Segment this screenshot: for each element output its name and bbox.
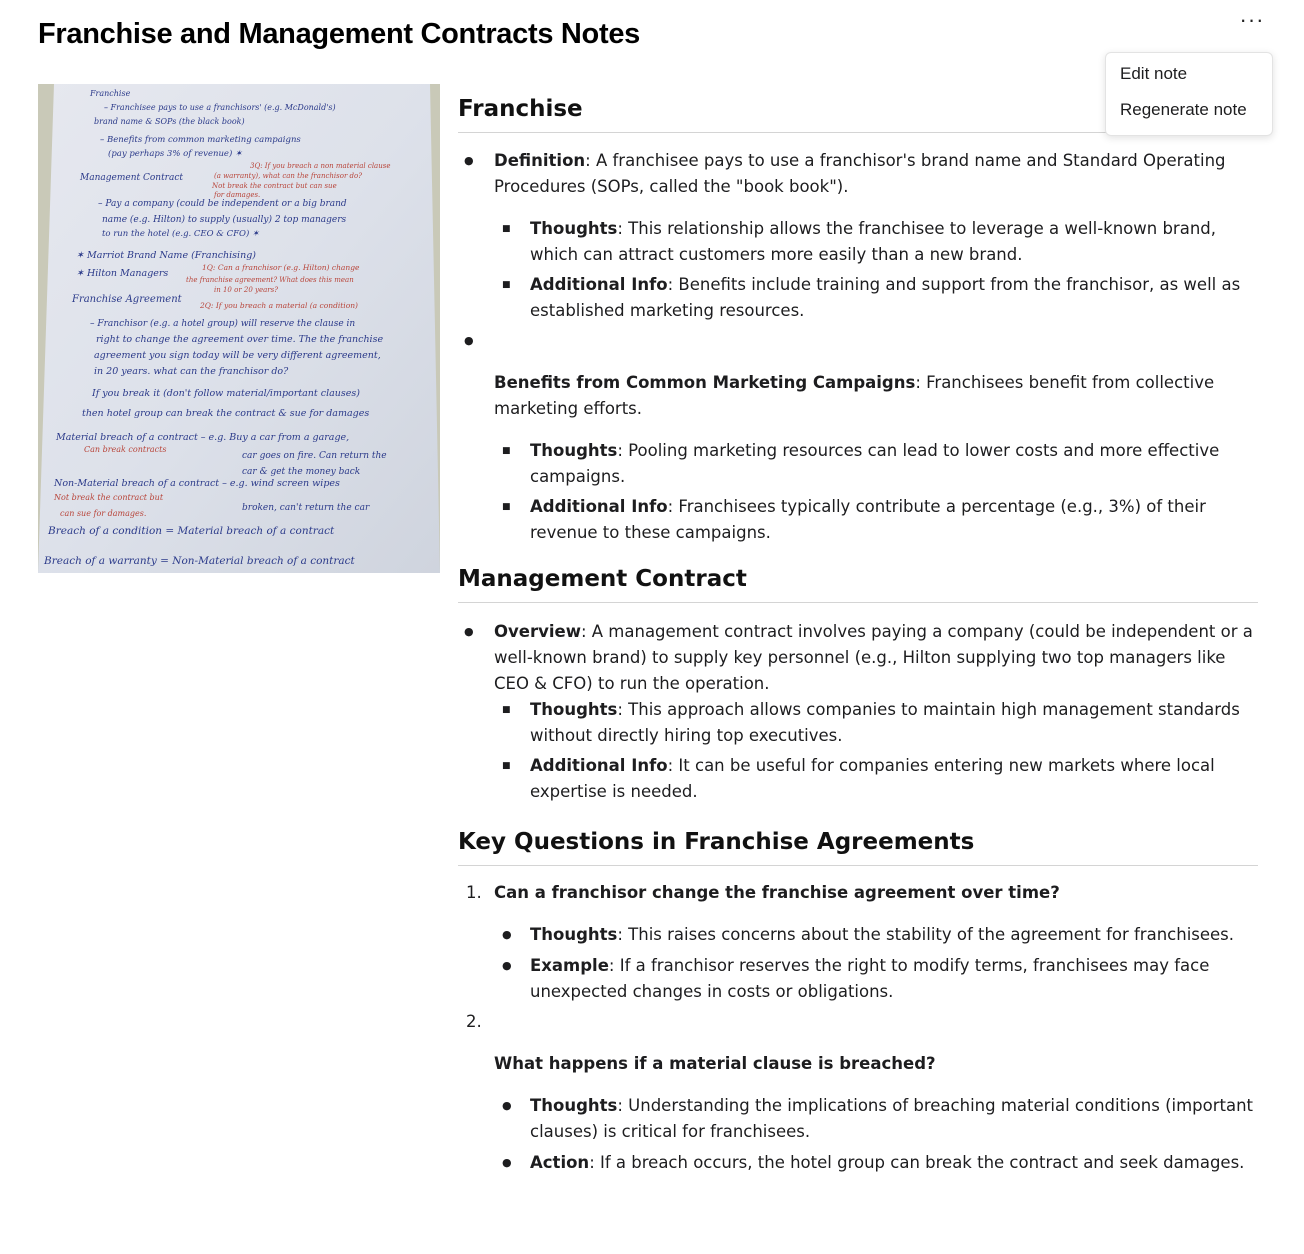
photo-line: Franchise Agreement — [72, 294, 182, 305]
question-number: 2. — [466, 1012, 482, 1031]
photo-line: ✶ Marriot Brand Name (Franchising) — [76, 250, 256, 261]
item-label: Thoughts — [530, 925, 618, 944]
photo-line: Breach of a warranty = Non-Material breach of a contract — [44, 555, 355, 567]
item-label: Additional Info — [530, 275, 668, 294]
note-content — [458, 84, 1258, 1176]
question-text: What happens if a material clause is breached? — [494, 1054, 936, 1073]
item-label: Additional Info — [530, 756, 668, 775]
sub-list-item — [458, 1093, 1258, 1145]
photo-line: Not break the contract but — [54, 493, 164, 502]
section-heading-franchise: Franchise — [458, 92, 1258, 133]
photo-line: for damages. — [214, 191, 261, 199]
item-text: : Franchisees benefit from collective marketing efforts. — [494, 373, 1215, 418]
item-label: Thoughts — [530, 441, 618, 460]
photo-line: Franchise — [90, 89, 131, 98]
sub-list-item — [458, 697, 1258, 749]
sub-list-item — [458, 272, 1258, 324]
page-title: Franchise and Management Contracts Notes — [38, 18, 640, 50]
item-text: : It can be useful for companies entering new markets where local expertise is needed. — [530, 756, 1215, 801]
item-label: Action — [530, 1153, 590, 1172]
item-text: : Franchisees typically contribute a percentage (e.g., 3%) of their revenue to these campaigns. — [530, 497, 1206, 542]
questions-list — [458, 880, 1258, 1176]
photo-line: Material breach of a contract – e.g. Buy a car from a garage, — [56, 432, 350, 443]
photo-line: (pay perhaps 3% of revenue) ✶ — [108, 149, 243, 159]
question-text: Can a franchisor change the franchise agreement over time? — [494, 883, 1060, 902]
section-heading-key-questions: Key Questions in Franchise Agreements — [458, 825, 1258, 866]
item-text: : A franchisee pays to use a franchisor's brand name and Standard Operating Procedures (SOPs, called the "book book"). — [494, 151, 1226, 196]
photo-line: broken, can't return the car — [242, 503, 370, 513]
question-item — [458, 880, 1258, 1005]
sub-list-item — [458, 1150, 1258, 1176]
item-text: : This approach allows companies to maintain high management standards without directly hiring top executives. — [530, 700, 1240, 745]
item-label: Definition — [494, 151, 586, 170]
sub-list-item — [458, 922, 1258, 948]
photo-line: 3Q: If you breach a non material clause — [250, 162, 391, 170]
photo-line: 2Q: If you breach a material (a condition) — [200, 301, 358, 310]
item-text: : A management contract involves paying a company (could be independent or a well-known brand) to supply key personnel (e.g., Hilton supplying two top managers like CEO & CFO) to run the operation. — [494, 622, 1253, 693]
item-text: : This relationship allows the franchisee to leverage a well-known brand, which can attract customers more easily than a new brand. — [530, 219, 1217, 264]
handwritten-notes-photo — [38, 84, 440, 573]
photo-line: Not break the contract but can sue — [212, 182, 337, 190]
photo-line: – Pay a company (could be independent or a big brand — [98, 199, 347, 209]
sub-list-item — [458, 494, 1258, 546]
list-item — [458, 619, 1258, 805]
sub-list-item — [458, 216, 1258, 268]
item-label: Thoughts — [530, 700, 618, 719]
photo-line: car goes on fire. Can return the — [242, 451, 387, 461]
photo-line: Breach of a condition = Material breach of a contract — [48, 525, 335, 537]
photo-line: can sue for damages. — [60, 509, 147, 518]
photo-line: right to change the agreement over time. The the franchise — [96, 334, 384, 345]
item-text: : Benefits include training and support from the franchisor, as well as established marketing resources. — [530, 275, 1241, 320]
item-label: Example — [530, 956, 609, 975]
photo-line: agreement you sign today will be very different agreement, — [94, 350, 381, 361]
photo-line: name (e.g. Hilton) to supply (usually) 2 top managers — [102, 215, 347, 225]
franchise-list — [458, 148, 1258, 546]
photo-line: brand name & SOPs (the black book) — [94, 117, 245, 126]
photo-line: – Benefits from common marketing campaigns — [100, 135, 301, 145]
list-item — [458, 328, 1258, 546]
item-text: : Pooling marketing resources can lead to lower costs and more effective campaigns. — [530, 441, 1220, 486]
more-options-button[interactable]: ··· — [1239, 7, 1265, 32]
item-text: : If a franchisor reserves the right to modify terms, franchisees may face unexpected changes in costs or obligations. — [530, 956, 1210, 1001]
photo-line: in 10 or 20 years? — [214, 286, 278, 294]
item-label: Additional Info — [530, 497, 668, 516]
question-item — [458, 1009, 1258, 1176]
photo-line: Can break contracts — [84, 445, 167, 454]
photo-line: – Franchisor (e.g. a hotel group) will reserve the clause in — [90, 319, 356, 329]
section-heading-management: Management Contract — [458, 562, 1258, 603]
regenerate-note-menu-item[interactable]: Regenerate note — [1120, 100, 1247, 119]
photo-line: to run the hotel (e.g. CEO & CFO) ✶ — [102, 229, 260, 239]
item-label: Benefits from Common Marketing Campaigns — [494, 373, 916, 392]
photo-line: (a warranty), what can the franchisor do? — [214, 172, 362, 180]
item-label: Thoughts — [530, 1096, 618, 1115]
item-label: Thoughts — [530, 219, 618, 238]
photo-line: in 20 years. what can the franchisor do? — [94, 366, 289, 377]
question-number: 1. — [466, 883, 482, 902]
item-text: : This raises concerns about the stability of the agreement for franchisees. — [617, 925, 1235, 944]
photo-line: If you break it (don't follow material/important clauses) — [92, 388, 360, 399]
photo-line: 1Q: Can a franchisor (e.g. Hilton) change — [202, 263, 360, 272]
photo-line: the franchise agreement? What does this mean — [186, 276, 354, 284]
item-label: Overview — [494, 622, 581, 641]
list-item — [458, 148, 1258, 324]
photo-line: then hotel group can break the contract & sue for damages — [82, 408, 370, 419]
photo-line: ✶ Hilton Managers — [76, 268, 169, 279]
edit-note-menu-item[interactable]: Edit note — [1120, 64, 1188, 83]
note-options-menu — [1105, 52, 1273, 136]
sub-list-item — [458, 953, 1258, 1005]
photo-line: – Franchisee pays to use a franchisors' (e.g. McDonald's) — [104, 103, 336, 112]
sub-list-item — [458, 753, 1258, 805]
photo-line: car & get the money back — [242, 467, 361, 477]
sub-list-item — [458, 438, 1258, 490]
item-text: : If a breach occurs, the hotel group can break the contract and seek damages. — [589, 1153, 1245, 1172]
management-list — [458, 619, 1258, 805]
item-text: : Understanding the implications of breaching material conditions (important clauses) is critical for franchisees. — [530, 1096, 1254, 1141]
photo-line: Management Contract — [80, 173, 184, 183]
photo-line: Non-Material breach of a contract – e.g. wind screen wipes — [54, 478, 340, 489]
